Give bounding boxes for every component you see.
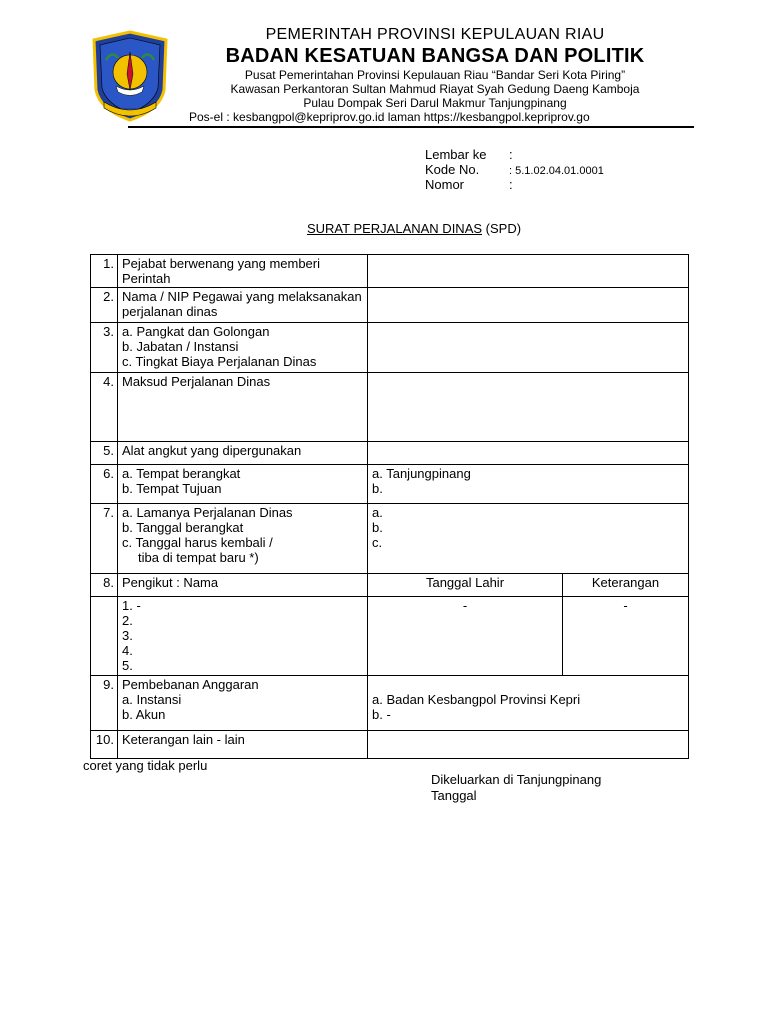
table-row <box>91 373 689 442</box>
row-value <box>368 288 689 323</box>
government-name: PEMERINTAH PROVINSI KEPULAUAN RIAU <box>265 26 605 43</box>
row-label-a: a. Instansi <box>122 692 182 707</box>
row-label: Pejabat berwenang yang memberi Perintah <box>118 255 368 288</box>
row-label-title: Pembebanan Anggaran <box>122 677 259 692</box>
spd-form-table <box>90 254 689 759</box>
row-label-b: b. Akun <box>122 707 166 722</box>
row-value <box>368 731 689 759</box>
follower-name-3: 3. <box>122 628 133 643</box>
letterhead <box>185 26 685 124</box>
row-number: 1. <box>91 255 118 288</box>
meta-nomor-value: : <box>509 177 513 192</box>
row-label-d: tiba di tempat baru *) <box>138 550 259 565</box>
row-number: 10. <box>91 731 118 759</box>
row-label: Pengikut : Nama <box>118 574 368 597</box>
issued-date-label: Tanggal <box>431 788 477 803</box>
follower-name-1: 1. - <box>122 598 141 613</box>
follower-name-2: 2. <box>122 613 133 628</box>
issued-block <box>431 772 601 804</box>
issued-place: Dikeluarkan di Tanjungpinang <box>431 772 602 787</box>
contact-line: Pos-el : kesbangpol@kepriprov.go.id laman https://kesbangpol.kepriprov.go <box>189 110 590 124</box>
row-value-a: a. Badan Kesbangpol Provinsi Kepri <box>372 692 581 707</box>
meta-kode <box>425 162 604 177</box>
row-label <box>118 676 368 731</box>
row-number: 4. <box>91 373 118 442</box>
row-label-b: b. Tanggal berangkat <box>122 520 244 535</box>
meta-kode-label: Kode No. <box>425 162 480 177</box>
svg-text:~~~~~~~~~~: ~~~~~~~~~~ <box>118 106 142 111</box>
row-value-a: a. <box>372 505 383 520</box>
address-line-2: Kawasan Perkantoran Sultan Mahmud Riayat Syah Gedung Daeng Kamboja <box>230 82 640 96</box>
row-number <box>91 597 118 676</box>
title-suffix: (SPD) <box>482 221 522 236</box>
address-line-1: Pusat Pemerintahan Provinsi Kepulauan Riau “Bandar Seri Kota Piring” <box>244 68 626 82</box>
follower-remarks: - <box>563 597 689 676</box>
row-label: Keterangan lain - lain <box>118 731 368 759</box>
row-label-c: c. Tanggal harus kembali / <box>122 535 273 550</box>
row-label <box>118 465 368 504</box>
row-number: 7. <box>91 504 118 574</box>
row-label-b: b. Jabatan / Instansi <box>122 339 239 354</box>
table-row <box>91 442 689 465</box>
row-value-c: c. <box>372 535 383 550</box>
row-number: 6. <box>91 465 118 504</box>
meta-nomor-label: Nomor <box>425 177 465 192</box>
table-row <box>91 255 689 288</box>
row-value-b: b. - <box>372 707 391 722</box>
follower-names <box>118 597 368 676</box>
row-value-a: a. Tanjungpinang <box>372 466 471 481</box>
column-header-remarks: Keterangan <box>563 574 689 597</box>
table-row <box>91 676 689 731</box>
title-main: SURAT PERJALANAN DINAS <box>306 221 483 236</box>
table-row <box>91 731 689 759</box>
row-value <box>368 442 689 465</box>
follower-birth-date: - <box>368 597 563 676</box>
row-value <box>368 373 689 442</box>
row-value <box>368 676 689 731</box>
agency-name: BADAN KESATUAN BANGSA DAN POLITIK <box>225 45 645 67</box>
address-line-3: Pulau Dompak Seri Darul Makmur Tanjungpinang <box>303 96 567 110</box>
letterhead-divider <box>128 126 694 128</box>
column-header-birth-date: Tanggal Lahir <box>368 574 563 597</box>
row-value-spacer <box>372 677 684 692</box>
row-value <box>368 255 689 288</box>
table-row <box>91 288 689 323</box>
row-value <box>368 504 689 574</box>
follower-name-5: 5. <box>122 658 133 673</box>
row-value <box>368 465 689 504</box>
row-label: Nama / NIP Pegawai yang melaksanakan perjalanan dinas <box>118 288 368 323</box>
table-row <box>91 465 689 504</box>
table-row <box>91 597 689 676</box>
follower-name-4: 4. <box>122 643 133 658</box>
row-label <box>118 504 368 574</box>
meta-lembar <box>425 147 604 162</box>
row-number: 2. <box>91 288 118 323</box>
row-number: 9. <box>91 676 118 731</box>
footnote: coret yang tidak perlu <box>83 758 208 773</box>
document-meta <box>425 147 604 192</box>
row-value-b: b. <box>372 520 383 535</box>
document-title <box>0 221 768 236</box>
row-label: Alat angkut yang dipergunakan <box>118 442 368 465</box>
row-number: 8. <box>91 574 118 597</box>
row-value <box>368 323 689 373</box>
row-label-a: a. Pangkat dan Golongan <box>122 324 270 339</box>
provincial-crest-icon <box>90 30 170 122</box>
row-label: Maksud Perjalanan Dinas <box>118 373 368 442</box>
meta-lembar-label: Lembar ke <box>425 147 487 162</box>
row-label-a: a. Tempat berangkat <box>122 466 241 481</box>
row-number: 3. <box>91 323 118 373</box>
table-row <box>91 323 689 373</box>
row-label-a: a. Lamanya Perjalanan Dinas <box>122 505 293 520</box>
row-value-b: b. <box>372 481 383 496</box>
meta-kode-value: : 5.1.02.04.01.0001 <box>509 165 604 177</box>
row-label-b: b. Tempat Tujuan <box>122 481 222 496</box>
table-row <box>91 574 689 597</box>
row-label <box>118 323 368 373</box>
row-number: 5. <box>91 442 118 465</box>
meta-lembar-value: : <box>509 147 513 162</box>
table-row <box>91 504 689 574</box>
row-label-c: c. Tingkat Biaya Perjalanan Dinas <box>122 354 317 369</box>
meta-nomor <box>425 177 604 192</box>
